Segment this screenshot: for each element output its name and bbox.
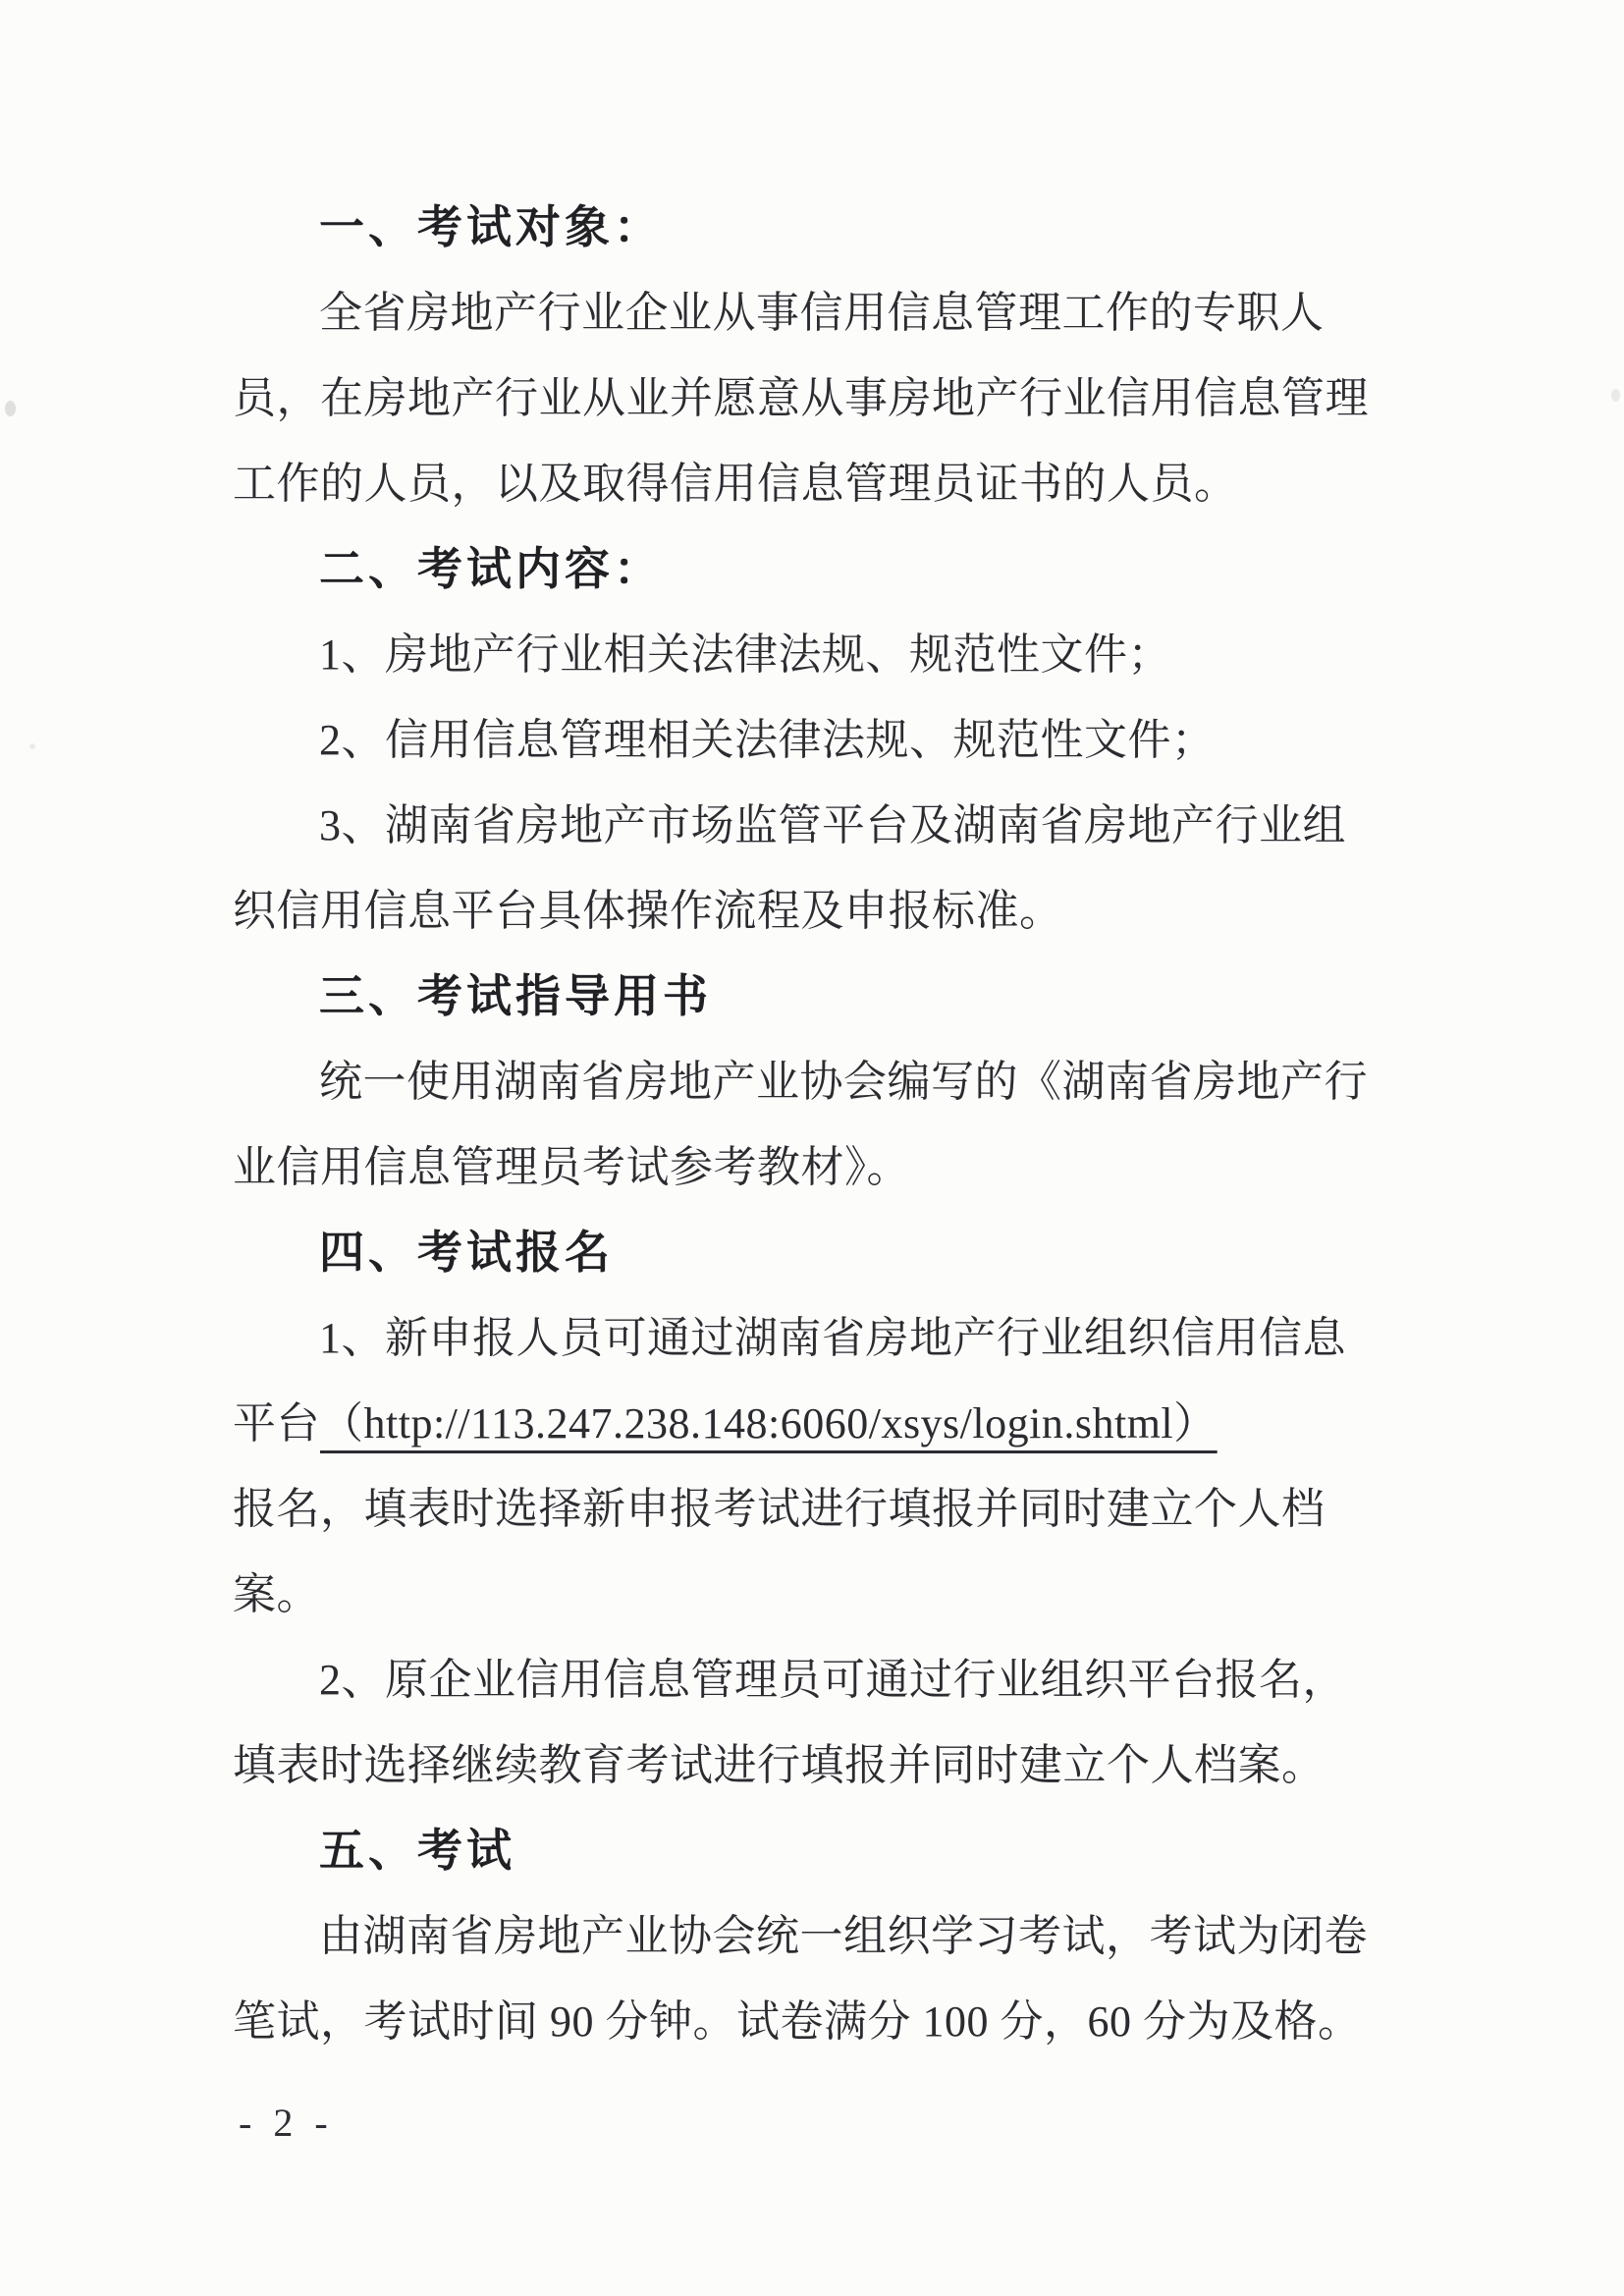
registration-url-text: （http://113.247.238.148:6060/xsys/login.shtml） bbox=[320, 1399, 1218, 1448]
paragraph-line: 案。 bbox=[233, 1570, 320, 1618]
paragraph-line: 业信用信息管理员考试参考教材》。 bbox=[233, 1143, 910, 1191]
paragraph-line: 由湖南省房地产业协会统一组织学习考试，考试为闭卷 bbox=[319, 1912, 1368, 1960]
section-heading-exam: 五、考试 bbox=[319, 1826, 515, 1876]
paragraph-line: 员，在房地产行业从业并愿意从事房地产行业信用信息管理 bbox=[233, 374, 1369, 422]
scan-speck bbox=[5, 401, 16, 416]
section-heading-exam-guidebook: 三、考试指导用书 bbox=[319, 971, 712, 1021]
list-item-2: 2、信用信息管理相关法律法规、规范性文件； bbox=[319, 716, 1216, 764]
list-item-1: 1、新申报人员可通过湖南省房地产行业组织信用信息 bbox=[319, 1314, 1346, 1362]
section-heading-exam-registration: 四、考试报名 bbox=[319, 1228, 614, 1278]
url-line bbox=[233, 1381, 1344, 1466]
paragraph-line: 报名，填表时选择新申报考试进行填报并同时建立个人档 bbox=[233, 1485, 1326, 1533]
scan-speck bbox=[29, 743, 35, 749]
section-heading-exam-content: 二、考试内容： bbox=[319, 544, 663, 594]
page-number: - 2 - bbox=[239, 2101, 334, 2145]
scan-speck bbox=[1611, 389, 1620, 402]
paragraph-line: 统一使用湖南省房地产业协会编写的《湖南省房地产行 bbox=[319, 1058, 1368, 1106]
paragraph-line: 织信用信息平台具体操作流程及申报标准。 bbox=[233, 887, 1063, 935]
paragraph-line: 工作的人员，以及取得信用信息管理员证书的人员。 bbox=[233, 460, 1238, 508]
paragraph-line: 笔试，考试时间 90 分钟。试卷满分 100 分，60 分为及格。 bbox=[233, 1997, 1362, 2046]
paragraph-line: 填表时选择继续教育考试进行填报并同时建立个人档案。 bbox=[233, 1741, 1326, 1789]
paragraph-line: 全省房地产行业企业从事信用信息管理工作的专职人 bbox=[319, 289, 1325, 337]
list-item-1: 1、房地产行业相关法律法规、规范性文件； bbox=[319, 630, 1171, 679]
list-item-2: 2、原企业信用信息管理员可通过行业组织平台报名， bbox=[319, 1656, 1346, 1704]
list-item-3: 3、湖南省房地产市场监管平台及湖南省房地产行业组 bbox=[319, 801, 1346, 849]
url-line-prefix: 平台 bbox=[233, 1399, 320, 1448]
document-body bbox=[233, 185, 1369, 2064]
section-heading-exam-target: 一、考试对象： bbox=[319, 202, 663, 252]
